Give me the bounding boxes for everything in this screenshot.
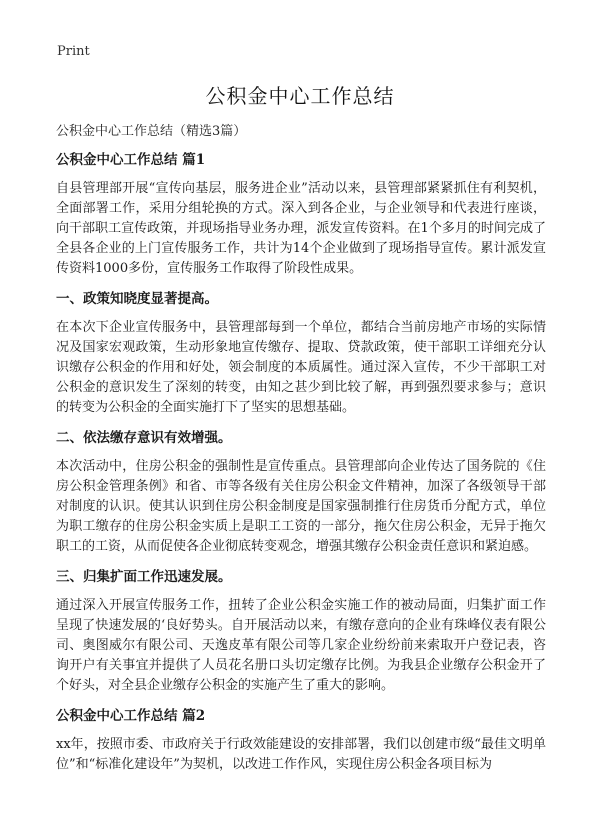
section-heading-1: 公积金中心工作总结 篇1 xyxy=(56,152,206,168)
paragraph-3: 本次活动中，住房公积金的强制性是宣传重点。县管理部向企业传达了国务院的《住房公积金管理条例》和省、市等各级有关住房公积金文件精神，加深了各级领导干部对制度的认识。使其认识到住房公积金制度是国家强制推行住房货币分配方式，单位为职工缴存的住房公积金实质上是职工工资的一部分，拖欠住房公积金，无异于拖欠职工的工资，从而促使各企业彻底转变观念，增强其缴存公积金责任意识和紧迫感。 xyxy=(56,459,546,554)
page-title: 公积金中心工作总结 xyxy=(205,84,395,108)
paragraph-1: 自县管理部开展“宣传向基层，服务进企业”活动以来，县管理部紧紧抓住有利契机，全面部署工作，采用分组轮换的方式。深入到各企业，与企业领导和代表进行座谈，向干部职工宣传政策，并现场指导业务办理，派发宣传资料。在1个多月的时间完成了全县各企业的上门宣传服务工作，共计为14个企业做到了现场指导宣传。累计派发宣传资料1000多份，宣传服务工作取得了阶段性成果。 xyxy=(56,181,546,276)
document-body xyxy=(56,150,546,785)
paragraph-2: 在本次下企业宣传服务中，县管理部每到一个单位，都结合当前房地产市场的实际情况及国家宏观政策，生动形象地宣传缴存、提取、贷款政策，使干部职工详细充分认识缴存公积金的作用和好处，领会制度的本质属性。通过深入宣传，不少干部职工对公积金的意识发生了深刻的转变，由知之甚少到比较了解，再到强烈要求参与；意识的转变为公积金的全面实施打下了坚实的思想基础。 xyxy=(56,320,546,415)
section-heading-2: 一、政策知晓度显著提高。 xyxy=(56,291,218,307)
section-heading-5: 公积金中心工作总结 篇2 xyxy=(56,708,206,724)
section-heading-3: 二、依法缴存意识有效增强。 xyxy=(56,430,232,446)
section-heading-4: 三、归集扩面工作迅速发展。 xyxy=(56,569,232,585)
print-label: Print xyxy=(57,44,90,59)
document-subtitle: 公积金中心工作总结（精选3篇） xyxy=(56,124,247,139)
paragraph-5: xx年，按照市委、市政府关于行政效能建设的安排部署，我们以创建市级“最佳文明单位”和“标准化建设年”为契机，以改进工作作风，实现住房公积金各项目标为 xyxy=(56,737,546,772)
paragraph-4: 通过深入开展宣传服务工作，扭转了企业公积金实施工作的被动局面，归集扩面工作呈现了快速发展的‘良好势头。自开展活动以来，有缴存意向的企业有珠峰仪表有限公司、奥图威尔有限公司、天逸皮革有限公司等几家企业纷纷前来索取开户登记表，咨询开户有关事宜并提供了人员花名册口头切定缴存比例。为我县企业缴存公积金开了个好头，对全县企业缴存公积金的实施产生了重大的影响。 xyxy=(56,598,546,693)
